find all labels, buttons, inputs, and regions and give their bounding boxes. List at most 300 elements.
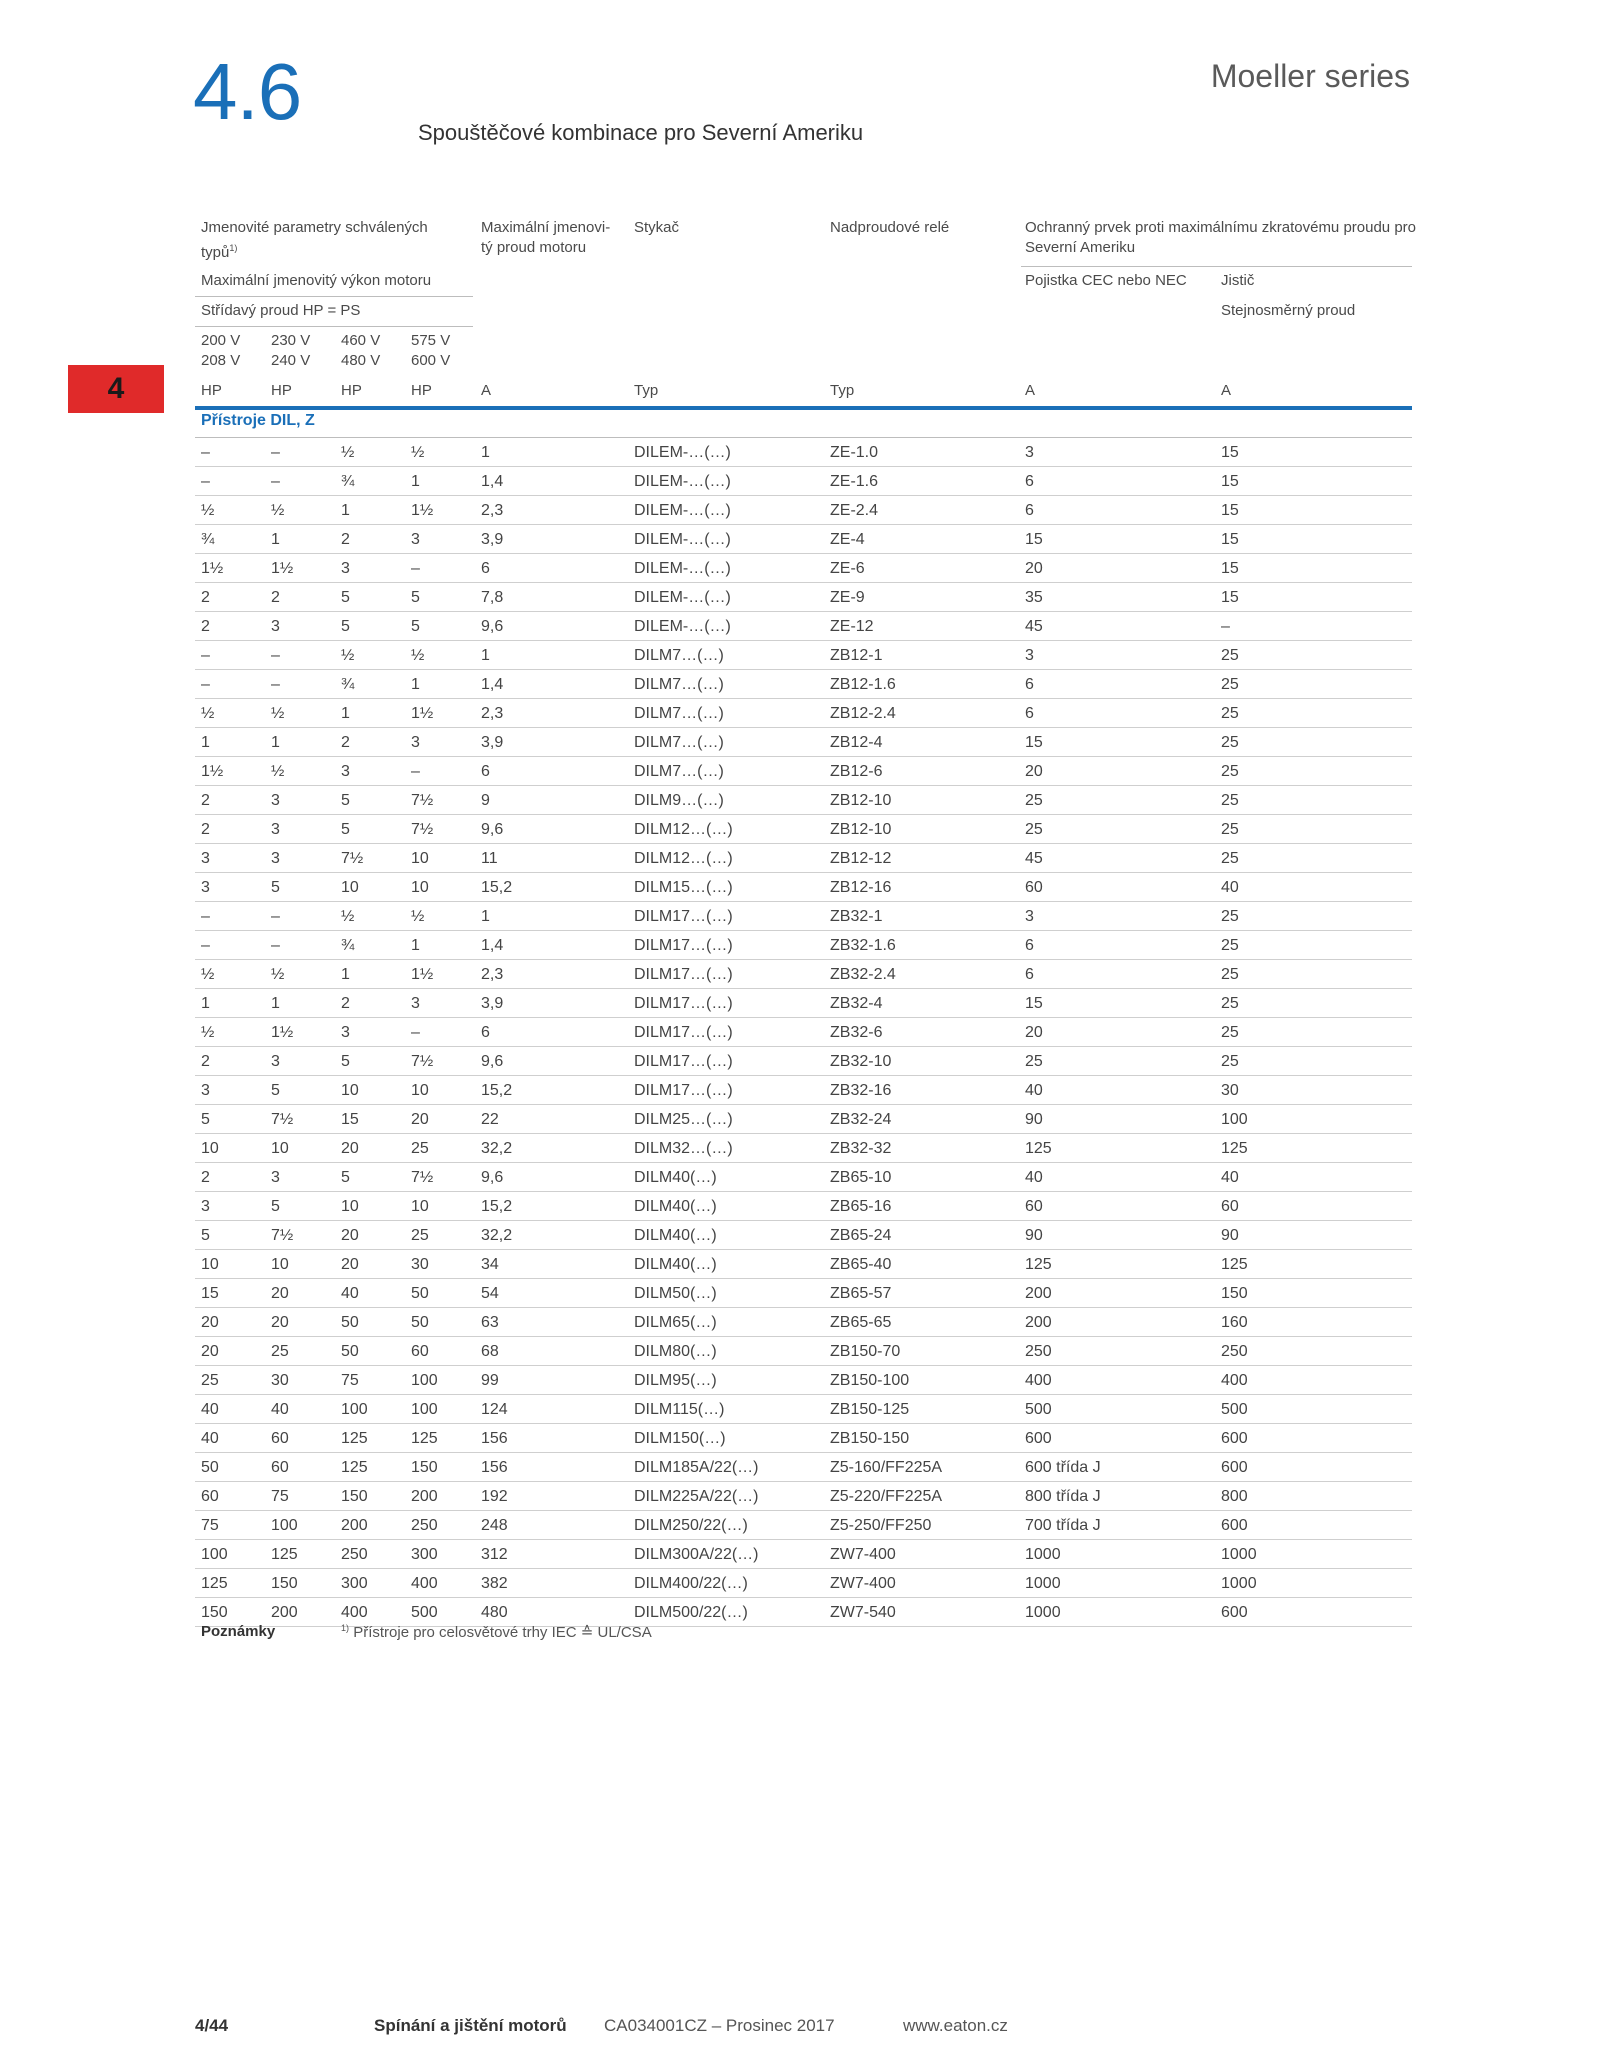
header-breaker: Jistič [1221, 272, 1255, 289]
cell-hp-460v: ½ [341, 444, 355, 461]
table-row [195, 1134, 1412, 1163]
cell-max-current: 22 [481, 1111, 499, 1128]
cell-overload-relay: ZW7-400 [830, 1575, 896, 1592]
cell-hp-230v: ½ [271, 705, 285, 722]
cell-fuse: 1000 [1025, 1546, 1061, 1563]
cell-hp-460v: 20 [341, 1256, 359, 1273]
header-max-power: Maximální jmenovitý výkon motoru [201, 272, 432, 289]
cell-hp-575v: 50 [411, 1314, 429, 1331]
table-body [195, 438, 1412, 1627]
cell-max-current: 1 [481, 444, 490, 461]
cell-hp-230v: 1 [271, 734, 280, 751]
footer-page-number: 4/44 [195, 2016, 229, 2035]
cell-hp-200v: 10 [201, 1140, 219, 1157]
unit-current: A [481, 382, 492, 399]
header-dc: Stejnosměrný proud [1221, 302, 1356, 319]
cell-hp-575v: 400 [411, 1575, 438, 1592]
table-row [195, 1453, 1412, 1482]
cell-hp-460v: 5 [341, 1053, 350, 1070]
cell-breaker: 15 [1221, 473, 1239, 490]
cell-hp-460v: 2 [341, 531, 350, 548]
table-row [195, 1424, 1412, 1453]
cell-hp-230v: 60 [271, 1430, 289, 1447]
cell-breaker: 25 [1221, 966, 1239, 983]
cell-contactor: DILM7…(…) [634, 763, 724, 780]
cell-hp-575v: 3 [411, 995, 420, 1012]
cell-hp-230v: – [271, 908, 280, 925]
cell-contactor: DILEM-…(…) [634, 531, 731, 548]
cell-hp-460v: ½ [341, 908, 355, 925]
cell-hp-230v: 100 [271, 1517, 298, 1534]
cell-overload-relay: ZW7-540 [830, 1604, 896, 1621]
cell-contactor: DILM12…(…) [634, 821, 733, 838]
cell-overload-relay: Z5-160/FF225A [830, 1459, 943, 1476]
cell-hp-200v: 1 [201, 734, 210, 751]
unit-contactor-type: Typ [634, 382, 659, 399]
cell-fuse: 35 [1025, 589, 1043, 606]
header-contactor: Stykač [634, 219, 680, 236]
cell-contactor: DILM95(…) [634, 1372, 717, 1389]
cell-breaker: 25 [1221, 676, 1239, 693]
table-row [195, 583, 1412, 612]
cell-breaker: 15 [1221, 502, 1239, 519]
cell-hp-460v: 5 [341, 821, 350, 838]
cell-contactor: DILM500/22(…) [634, 1604, 748, 1621]
cell-hp-200v: ½ [201, 502, 215, 519]
cell-hp-200v: 1½ [201, 763, 224, 780]
cell-breaker: 160 [1221, 1314, 1248, 1331]
cell-hp-200v: ½ [201, 705, 215, 722]
table-row [195, 641, 1412, 670]
cell-hp-460v: 125 [341, 1430, 368, 1447]
cell-contactor: DILM115(…) [634, 1401, 725, 1418]
cell-contactor: DILM17…(…) [634, 966, 733, 983]
cell-overload-relay: ZB150-70 [830, 1343, 901, 1360]
divider [195, 326, 473, 327]
cell-overload-relay: ZE-9 [830, 589, 865, 606]
cell-breaker: 90 [1221, 1227, 1239, 1244]
cell-contactor: DILM40(…) [634, 1227, 717, 1244]
cell-contactor: DILM7…(…) [634, 647, 724, 664]
cell-fuse: 200 [1025, 1285, 1052, 1302]
cell-contactor: DILM65(…) [634, 1314, 717, 1331]
cell-max-current: 15,2 [481, 1082, 513, 1099]
table-row [195, 1279, 1412, 1308]
cell-max-current: 6 [481, 763, 490, 780]
cell-contactor: DILEM-…(…) [634, 560, 731, 577]
cell-overload-relay: ZB32-16 [830, 1082, 892, 1099]
cell-hp-575v: 7½ [411, 821, 434, 838]
cell-hp-200v: 40 [201, 1430, 219, 1447]
cell-hp-575v: 300 [411, 1546, 438, 1563]
cell-fuse: 700 třída J [1025, 1517, 1101, 1534]
cell-hp-230v: 60 [271, 1459, 289, 1476]
cell-hp-230v: ½ [271, 502, 285, 519]
cell-hp-460v: ½ [341, 647, 355, 664]
cell-hp-575v: 60 [411, 1343, 429, 1360]
cell-overload-relay: ZB12-1.6 [830, 676, 896, 693]
header-max-current: Maximální jmenovi-tý proud motoru [481, 219, 611, 256]
cell-hp-230v: 75 [271, 1488, 289, 1505]
cell-hp-460v: 15 [341, 1111, 359, 1128]
cell-contactor: DILM25…(…) [634, 1111, 733, 1128]
table-row [195, 1337, 1412, 1366]
cell-fuse: 125 [1025, 1140, 1052, 1157]
cell-max-current: 34 [481, 1256, 499, 1273]
cell-fuse: 6 [1025, 502, 1034, 519]
cell-breaker: – [1221, 618, 1230, 635]
table-row [195, 1569, 1412, 1598]
table-row [195, 1250, 1412, 1279]
cell-overload-relay: ZE-4 [830, 531, 865, 548]
cell-overload-relay: ZB12-12 [830, 850, 892, 867]
table-row [195, 1482, 1412, 1511]
cell-hp-575v: 20 [411, 1111, 429, 1128]
cell-hp-575v: 50 [411, 1285, 429, 1302]
notes-label: Poznámky [201, 1623, 276, 1640]
cell-max-current: 54 [481, 1285, 499, 1302]
cell-max-current: 382 [481, 1575, 508, 1592]
header-overload-relay: Nadproudové relé [830, 219, 950, 236]
cell-contactor: DILM185A/22(…) [634, 1459, 759, 1476]
cell-max-current: 192 [481, 1488, 508, 1505]
cell-hp-460v: 1 [341, 502, 350, 519]
cell-hp-575v: 250 [411, 1517, 438, 1534]
cell-hp-230v: – [271, 676, 280, 693]
table-row [195, 1192, 1412, 1221]
cell-max-current: 124 [481, 1401, 508, 1418]
cell-max-current: 156 [481, 1459, 508, 1476]
cell-hp-200v: 2 [201, 1169, 210, 1186]
cell-contactor: DILM15…(…) [634, 879, 733, 896]
cell-fuse: 800 třída J [1025, 1488, 1101, 1505]
cell-breaker: 25 [1221, 734, 1239, 751]
cell-hp-230v: 5 [271, 1082, 280, 1099]
cell-hp-230v: 3 [271, 618, 280, 635]
cell-hp-575v: 500 [411, 1604, 438, 1621]
cell-hp-460v: 200 [341, 1517, 368, 1534]
cell-breaker: 25 [1221, 705, 1239, 722]
cell-overload-relay: ZB32-2.4 [830, 966, 896, 983]
cell-hp-575v: – [411, 560, 420, 577]
header-approved-ratings: Jmenovité parametry schválených typů$^{1)}$ [201, 219, 428, 261]
cell-breaker: 25 [1221, 908, 1239, 925]
table-row [195, 554, 1412, 583]
cell-breaker: 15 [1221, 560, 1239, 577]
cell-fuse: 1000 [1025, 1604, 1061, 1621]
cell-breaker: 25 [1221, 937, 1239, 954]
cell-hp-200v: 125 [201, 1575, 228, 1592]
cell-hp-200v: 3 [201, 1198, 210, 1215]
cell-fuse: 6 [1025, 473, 1034, 490]
table-row [195, 1540, 1412, 1569]
cell-hp-575v: ½ [411, 444, 425, 461]
cell-hp-460v: 2 [341, 734, 350, 751]
cell-max-current: 1,4 [481, 937, 504, 954]
cell-hp-200v: 15 [201, 1285, 219, 1302]
cell-hp-460v: 3 [341, 560, 350, 577]
cell-hp-460v: 10 [341, 1082, 359, 1099]
table-row [195, 728, 1412, 757]
cell-breaker: 600 [1221, 1430, 1248, 1447]
cell-hp-230v: 3 [271, 1053, 280, 1070]
cell-hp-460v: 10 [341, 879, 359, 896]
cell-hp-230v: 7½ [271, 1111, 294, 1128]
cell-max-current: 2,3 [481, 705, 504, 722]
unit-hp-4: HP [411, 382, 432, 399]
cell-hp-460v: 50 [341, 1314, 359, 1331]
cell-max-current: 32,2 [481, 1227, 513, 1244]
cell-hp-200v: 25 [201, 1372, 219, 1389]
cell-hp-460v: 5 [341, 1169, 350, 1186]
cell-contactor: DILM150(…) [634, 1430, 726, 1447]
cell-hp-575v: 1 [411, 676, 420, 693]
cell-hp-460v: 100 [341, 1401, 368, 1418]
cell-max-current: 3,9 [481, 734, 504, 751]
cell-overload-relay: ZB150-150 [830, 1430, 910, 1447]
cell-overload-relay: ZB32-4 [830, 995, 883, 1012]
cell-hp-575v: 7½ [411, 792, 434, 809]
cell-hp-230v: 5 [271, 1198, 280, 1215]
cell-max-current: 32,2 [481, 1140, 513, 1157]
cell-hp-460v: 3 [341, 1024, 350, 1041]
cell-hp-575v: ½ [411, 908, 425, 925]
cell-fuse: 15 [1025, 995, 1043, 1012]
cell-hp-200v: 2 [201, 821, 210, 838]
cell-hp-575v: 10 [411, 850, 429, 867]
cell-hp-200v: 1 [201, 995, 210, 1012]
cell-max-current: 7,8 [481, 589, 504, 606]
cell-fuse: 400 [1025, 1372, 1052, 1389]
cell-hp-200v: 2 [201, 618, 210, 635]
cell-hp-230v: 1 [271, 531, 280, 548]
table-row [195, 786, 1412, 815]
cell-breaker: 150 [1221, 1285, 1248, 1302]
cell-hp-200v: – [201, 473, 210, 490]
cell-overload-relay: ZB32-1 [830, 908, 883, 925]
cell-hp-200v: 50 [201, 1459, 219, 1476]
cell-hp-200v: 150 [201, 1604, 228, 1621]
cell-fuse: 60 [1025, 879, 1043, 896]
cell-breaker: 25 [1221, 1024, 1239, 1041]
cell-fuse: 60 [1025, 1198, 1043, 1215]
cell-contactor: DILM40(…) [634, 1198, 717, 1215]
cell-hp-200v: 1½ [201, 560, 224, 577]
series-title: Moeller series [1210, 58, 1410, 94]
cell-overload-relay: ZE-2.4 [830, 502, 879, 519]
cell-fuse: 20 [1025, 763, 1043, 780]
cell-hp-460v: 1 [341, 966, 350, 983]
cell-hp-460v: ¾ [341, 676, 355, 693]
cell-contactor: DILM17…(…) [634, 1082, 733, 1099]
unit-hp-3: HP [341, 382, 362, 399]
table-row [195, 1511, 1412, 1540]
cell-contactor: DILM17…(…) [634, 908, 733, 925]
cell-breaker: 500 [1221, 1401, 1248, 1418]
cell-overload-relay: ZE-12 [830, 618, 874, 635]
cell-hp-230v: 3 [271, 1169, 280, 1186]
cell-hp-200v: 3 [201, 879, 210, 896]
cell-overload-relay: ZB32-1.6 [830, 937, 896, 954]
cell-hp-575v: 7½ [411, 1169, 434, 1186]
cell-hp-575v: 1 [411, 937, 420, 954]
cell-breaker: 25 [1221, 995, 1239, 1012]
cell-breaker: 1000 [1221, 1575, 1257, 1592]
cell-hp-575v: 1½ [411, 705, 434, 722]
table-row [195, 989, 1412, 1018]
cell-breaker: 25 [1221, 821, 1239, 838]
cell-hp-230v: 1½ [271, 560, 294, 577]
cell-contactor: DILM225A/22(…) [634, 1488, 759, 1505]
cell-fuse: 25 [1025, 792, 1043, 809]
unit-relay-type: Typ [830, 382, 855, 399]
cell-overload-relay: ZB12-6 [830, 763, 883, 780]
cell-hp-460v: 75 [341, 1372, 359, 1389]
table-row [195, 844, 1412, 873]
cell-hp-460v: 150 [341, 1488, 368, 1505]
cell-breaker: 125 [1221, 1256, 1248, 1273]
cell-hp-575v: 1 [411, 473, 420, 490]
cell-fuse: 200 [1025, 1314, 1052, 1331]
unit-hp-2: HP [271, 382, 292, 399]
cell-breaker: 600 [1221, 1604, 1248, 1621]
cell-hp-230v: 10 [271, 1140, 289, 1157]
header-voltage-2: 230 V 240 V [271, 332, 311, 369]
header-fuse: Pojistka CEC nebo NEC [1025, 272, 1187, 289]
cell-fuse: 6 [1025, 676, 1034, 693]
table-row [195, 873, 1412, 902]
header-ac-hp: Střídavý proud HP = PS [201, 302, 361, 319]
cell-breaker: 100 [1221, 1111, 1248, 1128]
cell-contactor: DILM12…(…) [634, 850, 733, 867]
header-voltage-4: 575 V 600 V [411, 332, 451, 369]
cell-hp-200v: 75 [201, 1517, 219, 1534]
cell-overload-relay: ZB65-40 [830, 1256, 892, 1273]
cell-overload-relay: ZB65-10 [830, 1169, 892, 1186]
cell-hp-230v: 150 [271, 1575, 298, 1592]
notes-text: $^{1)}$ Přístroje pro celosvětové trhy IEC ≙ UL/CSA [341, 1623, 652, 1641]
cell-overload-relay: ZB32-6 [830, 1024, 883, 1041]
cell-fuse: 6 [1025, 966, 1034, 983]
section-number: 4.6 [193, 47, 302, 136]
cell-max-current: 2,3 [481, 966, 504, 983]
cell-hp-230v: 125 [271, 1546, 298, 1563]
cell-hp-460v: 20 [341, 1227, 359, 1244]
cell-hp-200v: 60 [201, 1488, 219, 1505]
cell-hp-575v: 5 [411, 618, 420, 635]
cell-fuse: 20 [1025, 560, 1043, 577]
cell-hp-575v: 10 [411, 1082, 429, 1099]
footer-title: Spínání a jištění motorů [374, 2016, 567, 2035]
cell-breaker: 125 [1221, 1140, 1248, 1157]
cell-contactor: DILM7…(…) [634, 705, 724, 722]
cell-fuse: 125 [1025, 1256, 1052, 1273]
cell-hp-575v: ½ [411, 647, 425, 664]
cell-contactor: DILEM-…(…) [634, 589, 731, 606]
cell-fuse: 25 [1025, 821, 1043, 838]
table-row [195, 1076, 1412, 1105]
cell-max-current: 68 [481, 1343, 499, 1360]
cell-hp-200v: 10 [201, 1256, 219, 1273]
cell-breaker: 1000 [1221, 1546, 1257, 1563]
table-row [195, 699, 1412, 728]
cell-hp-230v: – [271, 444, 280, 461]
cell-contactor: DILM7…(…) [634, 676, 724, 693]
header-protection: Ochranný prvek proti maximálnímu zkratovému proudu pro Severní Ameriku [1025, 219, 1416, 256]
cell-fuse: 15 [1025, 531, 1043, 548]
cell-hp-575v: – [411, 1024, 420, 1041]
cell-fuse: 3 [1025, 908, 1034, 925]
cell-fuse: 40 [1025, 1082, 1043, 1099]
cell-overload-relay: ZB65-24 [830, 1227, 892, 1244]
cell-breaker: 800 [1221, 1488, 1248, 1505]
cell-hp-200v: 20 [201, 1343, 219, 1360]
cell-fuse: 6 [1025, 937, 1034, 954]
cell-contactor: DILEM-…(…) [634, 473, 731, 490]
cell-hp-460v: 5 [341, 589, 350, 606]
cell-hp-460v: 125 [341, 1459, 368, 1476]
cell-breaker: 40 [1221, 879, 1239, 896]
cell-hp-230v: – [271, 647, 280, 664]
cell-overload-relay: ZE-1.6 [830, 473, 879, 490]
table-row [195, 612, 1412, 641]
cell-hp-200v: – [201, 676, 210, 693]
table-row [195, 1308, 1412, 1337]
cell-hp-230v: 1½ [271, 1024, 294, 1041]
cell-contactor: DILM17…(…) [634, 995, 733, 1012]
cell-hp-575v: 1½ [411, 502, 434, 519]
cell-hp-200v: 5 [201, 1111, 210, 1128]
cell-breaker: 40 [1221, 1169, 1239, 1186]
table-row [195, 670, 1412, 699]
cell-contactor: DILM300A/22(…) [634, 1546, 759, 1563]
cell-hp-460v: 300 [341, 1575, 368, 1592]
cell-hp-230v: 3 [271, 850, 280, 867]
cell-contactor: DILM40(…) [634, 1169, 717, 1186]
cell-hp-200v: 20 [201, 1314, 219, 1331]
table-row [195, 902, 1412, 931]
cell-hp-230v: ½ [271, 966, 285, 983]
cell-hp-200v: 2 [201, 792, 210, 809]
cell-breaker: 15 [1221, 589, 1239, 606]
cell-overload-relay: ZB32-24 [830, 1111, 892, 1128]
unit-fuse: A [1025, 382, 1036, 399]
cell-max-current: 9,6 [481, 821, 504, 838]
cell-hp-575v: 10 [411, 1198, 429, 1215]
cell-contactor: DILM80(…) [634, 1343, 717, 1360]
table-row [195, 815, 1412, 844]
cell-hp-575v: 125 [411, 1430, 438, 1447]
cell-max-current: 1 [481, 908, 490, 925]
cell-hp-460v: 5 [341, 792, 350, 809]
cell-max-current: 15,2 [481, 879, 513, 896]
cell-hp-200v: 40 [201, 1401, 219, 1418]
cell-hp-575v: 25 [411, 1140, 429, 1157]
cell-fuse: 15 [1025, 734, 1043, 751]
cell-hp-200v: 3 [201, 1082, 210, 1099]
cell-hp-460v: 250 [341, 1546, 368, 1563]
cell-max-current: 1 [481, 647, 490, 664]
cell-contactor: DILM400/22(…) [634, 1575, 748, 1592]
cell-hp-200v: ½ [201, 1024, 215, 1041]
cell-fuse: 25 [1025, 1053, 1043, 1070]
cell-hp-230v: 40 [271, 1401, 289, 1418]
table-row [195, 1105, 1412, 1134]
chapter-tab: 4 [68, 365, 164, 413]
cell-hp-575v: 3 [411, 531, 420, 548]
cell-max-current: 3,9 [481, 531, 504, 548]
table-row [195, 1047, 1412, 1076]
